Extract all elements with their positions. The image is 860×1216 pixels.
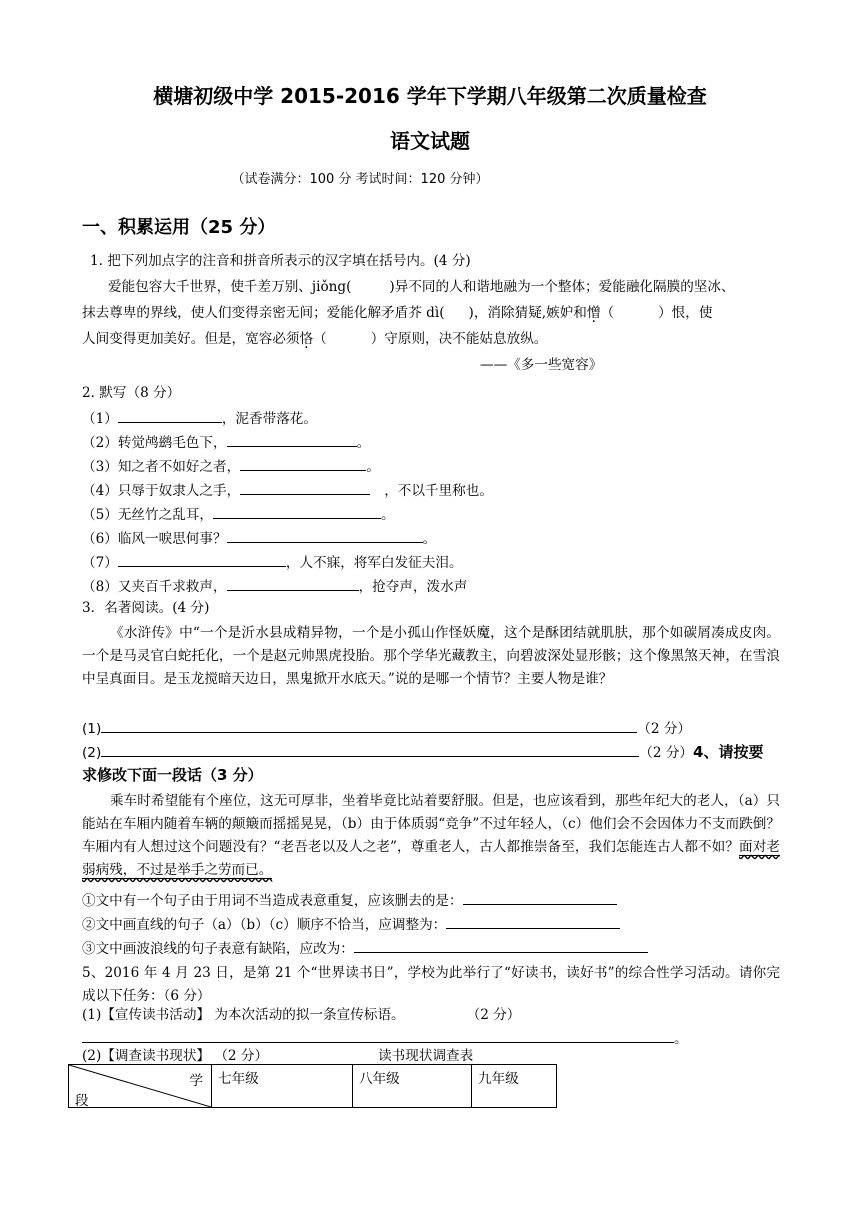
exam-title: 横塘初级中学 2015-2016 学年下学期八年级第二次质量检查 xyxy=(153,84,707,108)
q2-prompt: 2. 默写（8 分） xyxy=(82,385,181,401)
answer-blank[interactable] xyxy=(82,1028,674,1043)
q4-sub2: ②文中画直线的句子（a）（b）（c）顺序不恰当，应调整为： xyxy=(82,914,620,934)
q2-item-4: （4）只辱于奴隶人之手， ，不以千里称也。 xyxy=(82,480,493,500)
q2-item-6: （6）临风一唳思何事？ 。 xyxy=(82,528,436,548)
exam-subtitle: 语文试题 xyxy=(390,129,470,153)
q3-passage: 《水浒传》中“一个是沂水县成精异物，一个是小孤山作怪妖魔，这个是酥团结就肌肤，那个如碳屑凑成皮肉。一个是马灵官白蛇托化，一个是赵元帅黑虎投胎。那个学华光藏教主，向碧波深处显形骸；这个像黑煞天神，在雪浪中呈真面目。是玉龙搅暗天边日，黑鬼掀开水底天。”说的是哪一个情节？主要人物是谁？ xyxy=(82,625,780,687)
exam-meta: （试卷满分：100 分 考试时间：120 分钟） xyxy=(231,172,489,187)
q5-task1-answer: 。 xyxy=(82,1028,688,1048)
q1-source: ——《多一些宽容》 xyxy=(480,357,603,373)
answer-blank[interactable] xyxy=(227,528,423,543)
table-header-cell: 八年级 xyxy=(353,1065,472,1108)
q2-item-2: （2）转觉鸬鹚毛色下， 。 xyxy=(82,432,370,452)
table-row xyxy=(69,1065,557,1108)
q2-item-5: （5）无丝竹之乱耳， 。 xyxy=(82,504,395,524)
survey-table xyxy=(68,1064,557,1108)
q5-task1: (1)【宣传读书活动】 为本次活动的拟一条宣传标语。 （2 分） xyxy=(82,1007,521,1023)
q4-prompt: 求修改下面一段话（3 分） xyxy=(82,766,263,784)
q4-sub3: ③文中画波浪线的句子表意有缺陷，应改为： xyxy=(82,938,648,958)
answer-blank[interactable] xyxy=(213,504,381,519)
q1-prompt: 1. 把下列加点字的注音和拼音所表示的汉字填在括号内。(4 分) xyxy=(90,253,471,269)
table-title: 读书现状调查表 xyxy=(378,1048,474,1064)
table-header-cell: 九年级 xyxy=(472,1065,557,1108)
answer-blank[interactable] xyxy=(354,938,648,953)
q2-item-1: （1） ，泥香带落花。 xyxy=(82,408,317,428)
answer-blank[interactable] xyxy=(101,742,639,757)
answer-blank[interactable] xyxy=(463,890,617,905)
wavy-sentence: 面对老弱病残，不过是举手之劳而已。 xyxy=(82,839,781,878)
section-heading: 一、积累运用（25 分） xyxy=(82,217,276,238)
q5-task2: (2)【调查读书现状】 （2 分） 读书现状调查表 xyxy=(82,1048,474,1064)
answer-blank[interactable] xyxy=(118,408,222,423)
q2-item-8: （8）又夹百千求救声， ，抢夺声，泼水声 xyxy=(82,576,467,596)
answer-blank[interactable] xyxy=(240,480,370,495)
q3-answer-2: (2) （2 分）4、请按要 xyxy=(82,743,764,761)
q4-passage: 乘车时希望能有个座位，这无可厚非，坐着毕竟比站着要舒服。但是，也应该看到，那些年纪大的老人，（a）只能站在车厢内随着车辆的颠簸而摇摇晃晃，（b）由于体质弱“竞争”不过年轻人，（c）他们会不会因体力不支而跌倒？车厢内有人想过这个问题没有？“老吾老以及人之老”，尊重老人，古人都推崇备至，我们怎能连古人都不如？面对老弱病残，不过是举手之劳而已。 xyxy=(82,793,781,878)
q1-line2: 抹去尊卑的界线，使人们变得亲密无间；爱能化解矛盾芥 dì( )，消除猜疑,嫉妒和憎（ ）恨，使 xyxy=(82,305,713,321)
table-corner-cell: 学 段 xyxy=(69,1065,212,1108)
q3-prompt: 3．名著阅读。(4 分) xyxy=(82,600,210,616)
answer-blank[interactable] xyxy=(227,432,357,447)
q1-line3: 人间变得更加美好。但是，宽容必须恪（ ）守原则，决不能姑息放纵。 xyxy=(82,331,548,347)
q1-line1: 爱能包容大千世界，使千差万别、jiǒng( )异不同的人和谐地融为一个整体；爱能融化隔膜的坚冰、 xyxy=(108,279,735,295)
q3-answer-1: (1) （2 分） xyxy=(82,718,691,738)
table-header-cell: 七年级 xyxy=(212,1065,353,1108)
answer-blank[interactable] xyxy=(240,456,366,471)
q5-prompt: 5、2016 年 4 月 23 日，是第 21 个“世界读书日”，学校为此举行了“好读书，读好书”的综合性学习活动。请你完成以下任务：（6 分） xyxy=(82,965,780,1004)
q4-sub1: ①文中有一个句子由于用词不当造成表意重复，应该删去的是： xyxy=(82,890,617,910)
answer-blank[interactable] xyxy=(446,914,620,929)
answer-blank[interactable] xyxy=(101,718,637,733)
q2-item-7: （7） ，人不寐，将军白发征夫泪。 xyxy=(82,552,463,572)
q2-item-3: （3）知之者不如好之者， 。 xyxy=(82,456,380,476)
answer-blank[interactable] xyxy=(227,576,359,591)
answer-blank[interactable] xyxy=(118,552,286,567)
